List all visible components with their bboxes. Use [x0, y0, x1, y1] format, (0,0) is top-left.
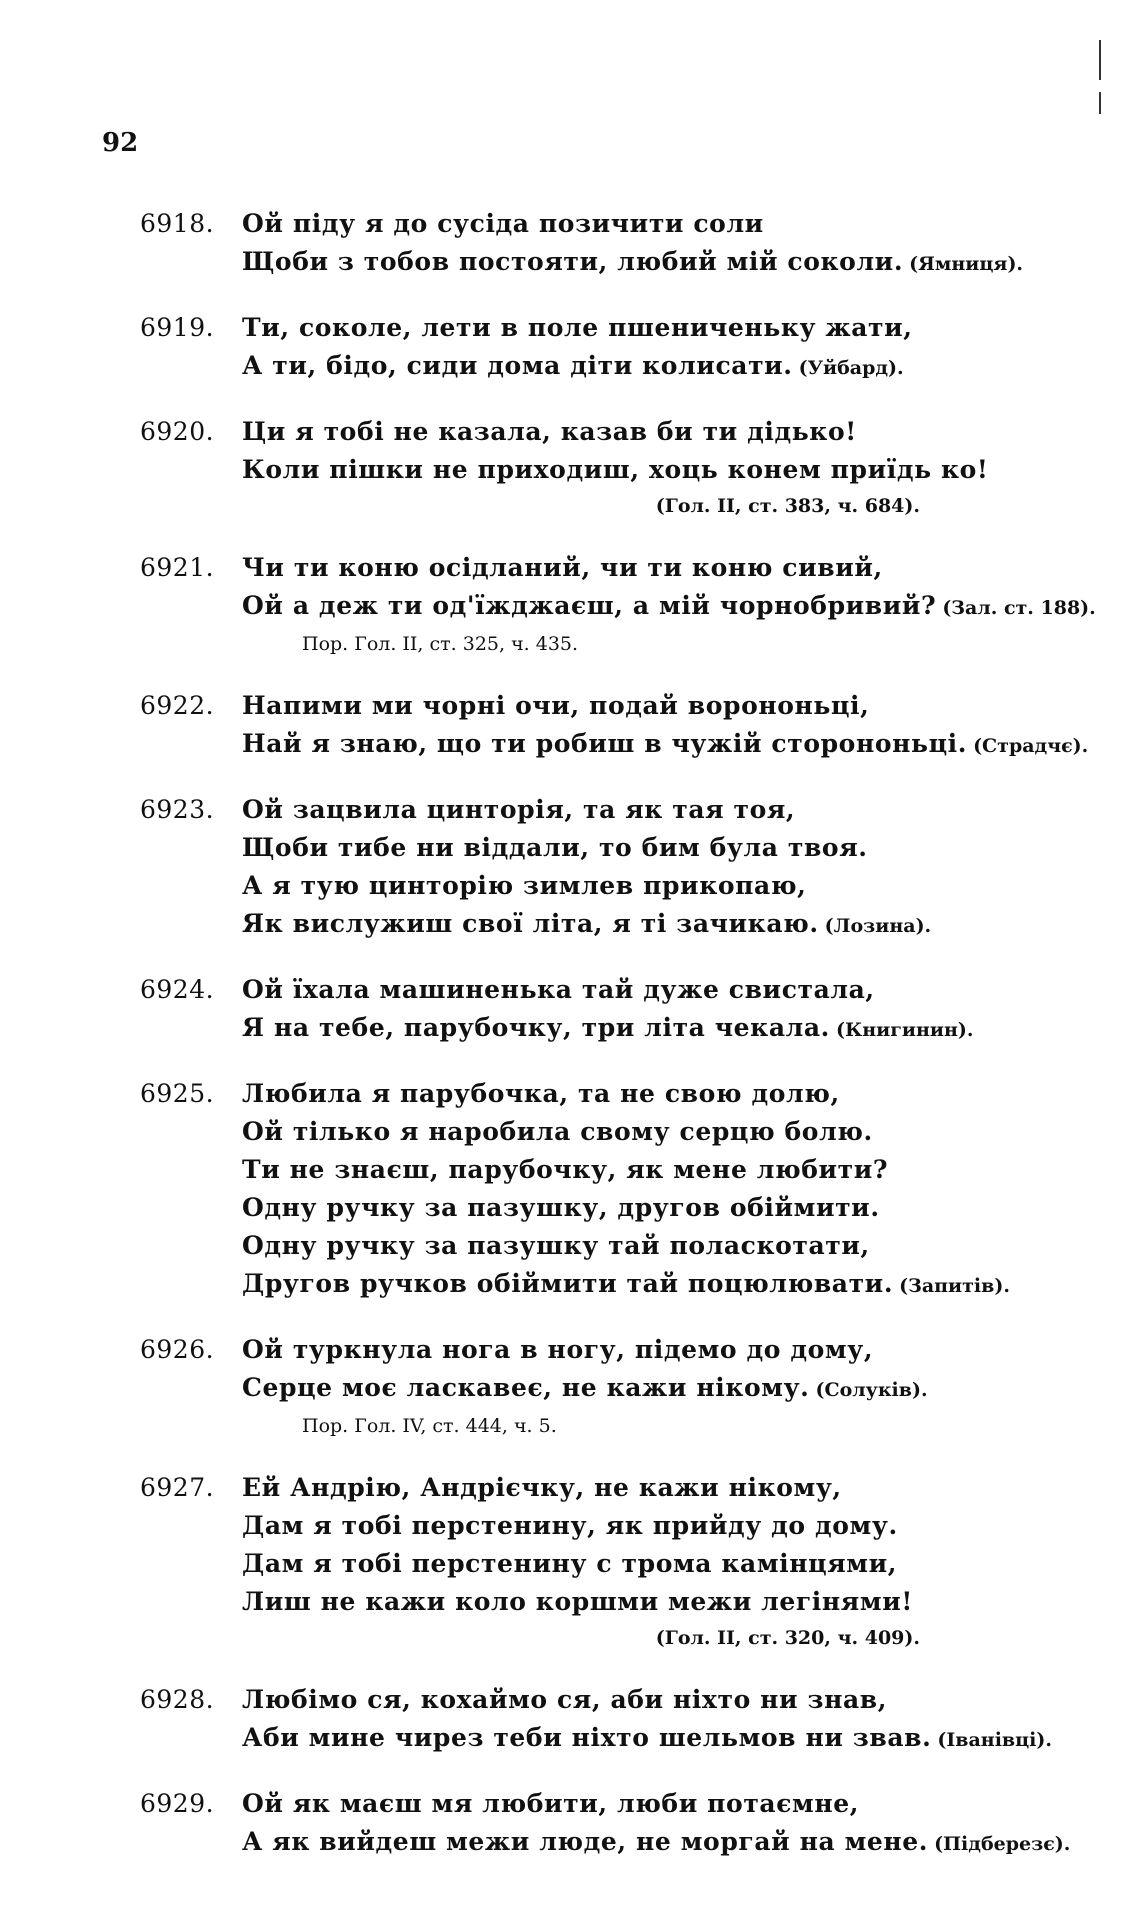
source-location: (Страдчє).: [973, 735, 1089, 757]
entry-body: [242, 1681, 1052, 1759]
verse-line: Чи ти коню осідланий, чи ти коню сивий,: [242, 553, 883, 582]
entry-6919: [140, 309, 1040, 387]
verse-text: Най я знаю, що ти робиш в чужій сторононьці.: [242, 729, 968, 758]
verse-line: Одну ручку за пазушку тай поласкотати,: [242, 1231, 870, 1260]
verse-line: [242, 725, 1089, 765]
verse-line: Дам я тобі перстенину с трома камінцями,: [242, 1549, 898, 1578]
verse-line: Ой туркнула нога в ногу, підемо до дому,: [242, 1335, 874, 1364]
verse-text: Я на тебе, парубочку, три літа чекала.: [242, 1013, 830, 1042]
verse-text: Ой а деж ти од'їжджаєш, а мій чорнобривий?: [242, 591, 937, 620]
entry-6921: [140, 549, 1096, 661]
entry-number: 6927.: [140, 1473, 215, 1502]
entry-body: [242, 1785, 1071, 1863]
reference: (Гол. II, ст. 320, ч. 409).: [655, 1627, 920, 1649]
verse-line: Ой як маєш мя любити, люби потаємне,: [242, 1789, 860, 1818]
page-number: 92: [102, 128, 139, 158]
verse-line: Ци я тобі не казала, казав би ти дідько!: [242, 417, 857, 446]
verse-text: Щоби з тобов постояти, любий мій соколи.: [242, 247, 904, 276]
entry-6922: [140, 687, 1089, 765]
entry-6920: [140, 413, 1040, 523]
entry-body: [242, 791, 1040, 945]
verse-text: Як вислужиш свої літа, я ті зачикаю.: [242, 909, 819, 938]
verse-line: Любила я парубочка, та не свою долю,: [242, 1079, 840, 1108]
entry-body: [242, 1469, 1040, 1655]
entry-body: [242, 309, 1040, 387]
verse-line: Ой тілько я наробила свому серцю болю.: [242, 1117, 873, 1146]
entry-number: 6925.: [140, 1079, 215, 1108]
entry-number: 6919.: [140, 313, 215, 342]
entry-body: [242, 1331, 1040, 1443]
entry-6925: [140, 1075, 1040, 1305]
verse-line: Щоби тибе ни віддали, то бим була твоя.: [242, 833, 868, 862]
entry-number: 6920.: [140, 417, 215, 446]
reference: (Гол. II, ст. 383, ч. 684).: [655, 495, 920, 517]
entry-number: 6922.: [140, 691, 215, 720]
verse-line: Коли пішки не приходиш, хоць конем приїдь ко!: [242, 455, 989, 484]
entry-body: [242, 413, 1040, 523]
entry-body: [242, 549, 1096, 661]
verse-line: [242, 347, 1040, 387]
entry-number: 6918.: [140, 209, 215, 238]
verse-line: А я тую цинторію зимлев прикопаю,: [242, 871, 807, 900]
source-location: (Зал. ст. 188).: [942, 597, 1096, 619]
entry-6929: [140, 1785, 1071, 1863]
entry-6918: [140, 205, 1040, 283]
entry-6926: [140, 1331, 1040, 1443]
verse-line: Одну ручку за пазушку, другов обіймити.: [242, 1193, 880, 1222]
reference: Пор. Гол. IV, ст. 444, ч. 5.: [302, 1415, 557, 1437]
verse-text: А ти, бідо, сиди дома діти колисати.: [242, 351, 793, 380]
verse-line: Напими ми чорні очи, подай ворононьці,: [242, 691, 870, 720]
source-location: (Іванівці).: [937, 1729, 1052, 1751]
entry-body: [242, 971, 1040, 1049]
verse-line: Любімо ся, кохаймо ся, аби ніхто ни знав,: [242, 1685, 888, 1714]
verse-line: Дам я тобі перстенину, як прийду до дому.: [242, 1511, 898, 1540]
entry-number: 6926.: [140, 1335, 215, 1364]
verse-line: Ой піду я до сусіда позичити соли: [242, 209, 764, 238]
verse-text: А як вийдеш межи люде, не моргай на мене.: [242, 1827, 929, 1856]
entry-body: [242, 205, 1040, 283]
entry-number: 6921.: [140, 553, 215, 582]
verse-line: [242, 905, 1040, 945]
verse-text: Другов ручков обіймити тай поцюлювати.: [242, 1269, 894, 1298]
source-location: (Запитів).: [899, 1275, 1010, 1297]
entries-list: [140, 205, 1096, 1889]
entry-6927: [140, 1469, 1040, 1655]
entry-body: [242, 1075, 1040, 1305]
verse-line: [242, 1719, 1052, 1759]
entry-6923: [140, 791, 1040, 945]
entry-number: 6923.: [140, 795, 215, 824]
source-location: (Уйбард).: [798, 357, 904, 379]
source-location: (Солукiв).: [815, 1379, 928, 1401]
verse-line: Лиш не кажи коло коршми межи легінями!: [242, 1587, 913, 1616]
verse-text: Аби мине чирез теби ніхто шельмов ни звав.: [242, 1723, 932, 1752]
reference: Пор. Гол. II, ст. 325, ч. 435.: [302, 633, 579, 655]
verse-line: Ей Андрію, Андрієчку, не кажи нікому,: [242, 1473, 842, 1502]
source-location: (Лозина).: [824, 915, 932, 937]
entry-number: 6928.: [140, 1685, 215, 1714]
verse-line: Ти не знаєш, парубочку, як мене любити?: [242, 1155, 889, 1184]
verse-line: Ой зацвила цинторія, та як тая тоя,: [242, 795, 796, 824]
verse-line: Ой їхала машиненька тай дуже свистала,: [242, 975, 875, 1004]
verse-line: [242, 587, 1096, 627]
source-location: (Підберезє).: [934, 1833, 1071, 1855]
verse-text: Серце моє ласкавеє, не кажи нікому.: [242, 1373, 810, 1402]
verse-line: [242, 1265, 1040, 1305]
source-location: (Ямниця).: [909, 253, 1024, 275]
verse-line: [242, 243, 1040, 283]
entry-body: [242, 687, 1089, 765]
entry-number: 6924.: [140, 975, 215, 1004]
verse-line: [242, 1369, 1040, 1409]
entry-6924: [140, 971, 1040, 1049]
entry-number: 6929.: [140, 1789, 215, 1818]
margin-mark-top: [1099, 40, 1101, 80]
entry-6928: [140, 1681, 1052, 1759]
margin-mark-bottom: [1099, 92, 1101, 114]
source-location: (Книгинин).: [835, 1019, 974, 1041]
verse-line: [242, 1009, 1040, 1049]
verse-line: [242, 1823, 1071, 1863]
verse-line: Ти, соколе, лети в поле пшениченьку жати,: [242, 313, 913, 342]
